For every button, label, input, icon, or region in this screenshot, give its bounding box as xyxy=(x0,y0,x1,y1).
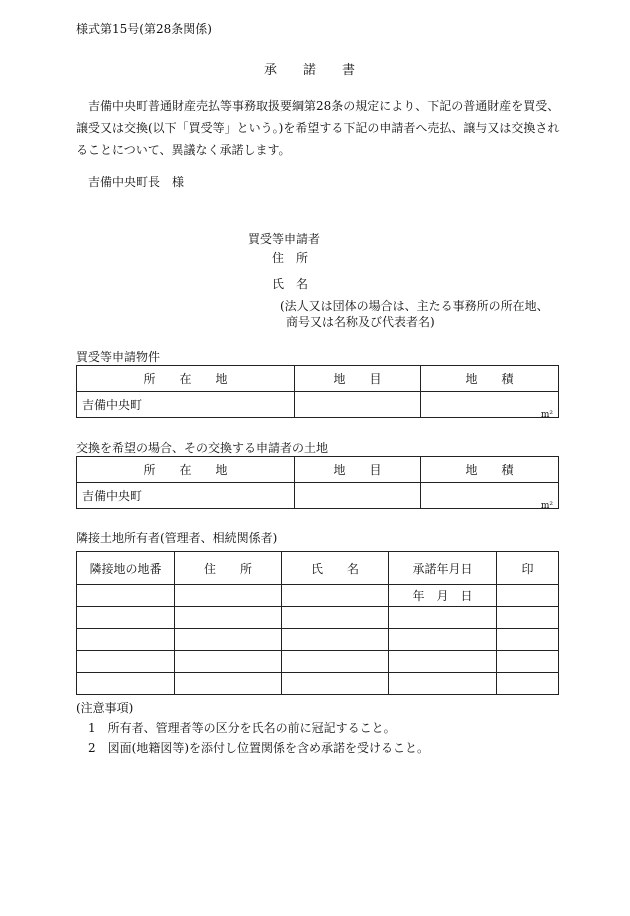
neighbors-header-name: 氏 名 xyxy=(282,552,389,585)
applicant-note-line1: (法人又は団体の場合は、主たる事務所の所在地、 xyxy=(280,299,549,313)
property-location-value: 吉備中央町 xyxy=(77,392,295,418)
exchange-area-cell xyxy=(421,483,559,509)
document-title: 承 諾 書 xyxy=(264,63,356,78)
property-area-unit: m² xyxy=(540,409,553,420)
neighbors-heading: 隣接土地所有者(管理者、相続関係者) xyxy=(76,531,278,545)
exchange-table xyxy=(76,456,559,509)
property-header-area: 地 積 xyxy=(421,366,559,392)
applicant-note-line2: 商号又は名称及び代表者名) xyxy=(286,315,435,329)
table-row xyxy=(77,651,559,673)
exchange-heading: 交換を希望の場合、その交換する申請者の土地 xyxy=(76,441,329,455)
applicant-name-label: 氏 名 xyxy=(272,277,309,291)
neighbors-header-lot: 隣接地の地番 xyxy=(77,552,175,585)
table-row xyxy=(77,629,559,651)
applicant-heading: 買受等申請者 xyxy=(248,232,321,246)
table-row xyxy=(77,607,559,629)
neighbors-header-date: 承諾年月日 xyxy=(389,552,497,585)
applicant-address-label: 住 所 xyxy=(272,251,309,265)
neighbors-date-placeholder: 年 月 日 xyxy=(389,585,497,607)
property-header-category: 地 目 xyxy=(295,366,421,392)
addressee: 吉備中央町長 様 xyxy=(88,175,185,189)
notes-heading: (注意事項) xyxy=(76,701,134,715)
exchange-header-category: 地 目 xyxy=(295,457,421,483)
table-row xyxy=(77,673,559,695)
exchange-area-unit: m² xyxy=(540,500,553,511)
neighbors-header-seal: 印 xyxy=(497,552,559,585)
exchange-header-area: 地 積 xyxy=(421,457,559,483)
neighbors-table xyxy=(76,551,559,695)
property-header-location: 所 在 地 xyxy=(77,366,295,392)
table-row xyxy=(77,585,559,607)
consent-body-text xyxy=(76,95,561,161)
exchange-location-value: 吉備中央町 xyxy=(77,483,295,509)
property-table xyxy=(76,365,559,418)
form-number: 様式第15号(第28条関係) xyxy=(76,22,212,36)
property-heading: 買受等申請物件 xyxy=(76,350,161,364)
note-item: 1 所有者、管理者等の区分を氏名の前に冠記すること。 xyxy=(88,721,396,735)
note-item: 2 図面(地籍図等)を添付し位置関係を含め承諾を受けること。 xyxy=(88,741,430,755)
neighbors-header-address: 住 所 xyxy=(175,552,282,585)
property-area-cell xyxy=(421,392,559,418)
consent-body-text-content: 吉備中央町普通財産売払等事務取扱要綱第28条の規定により、下記の普通財産を買受、譲受又は交換(以下「買受等」という。)を希望する下記の申請者へ売払、譲与又は交換されることについて、異議なく承諾します。 xyxy=(76,99,560,157)
exchange-category-value xyxy=(295,483,421,509)
property-category-value xyxy=(295,392,421,418)
exchange-header-location: 所 在 地 xyxy=(77,457,295,483)
